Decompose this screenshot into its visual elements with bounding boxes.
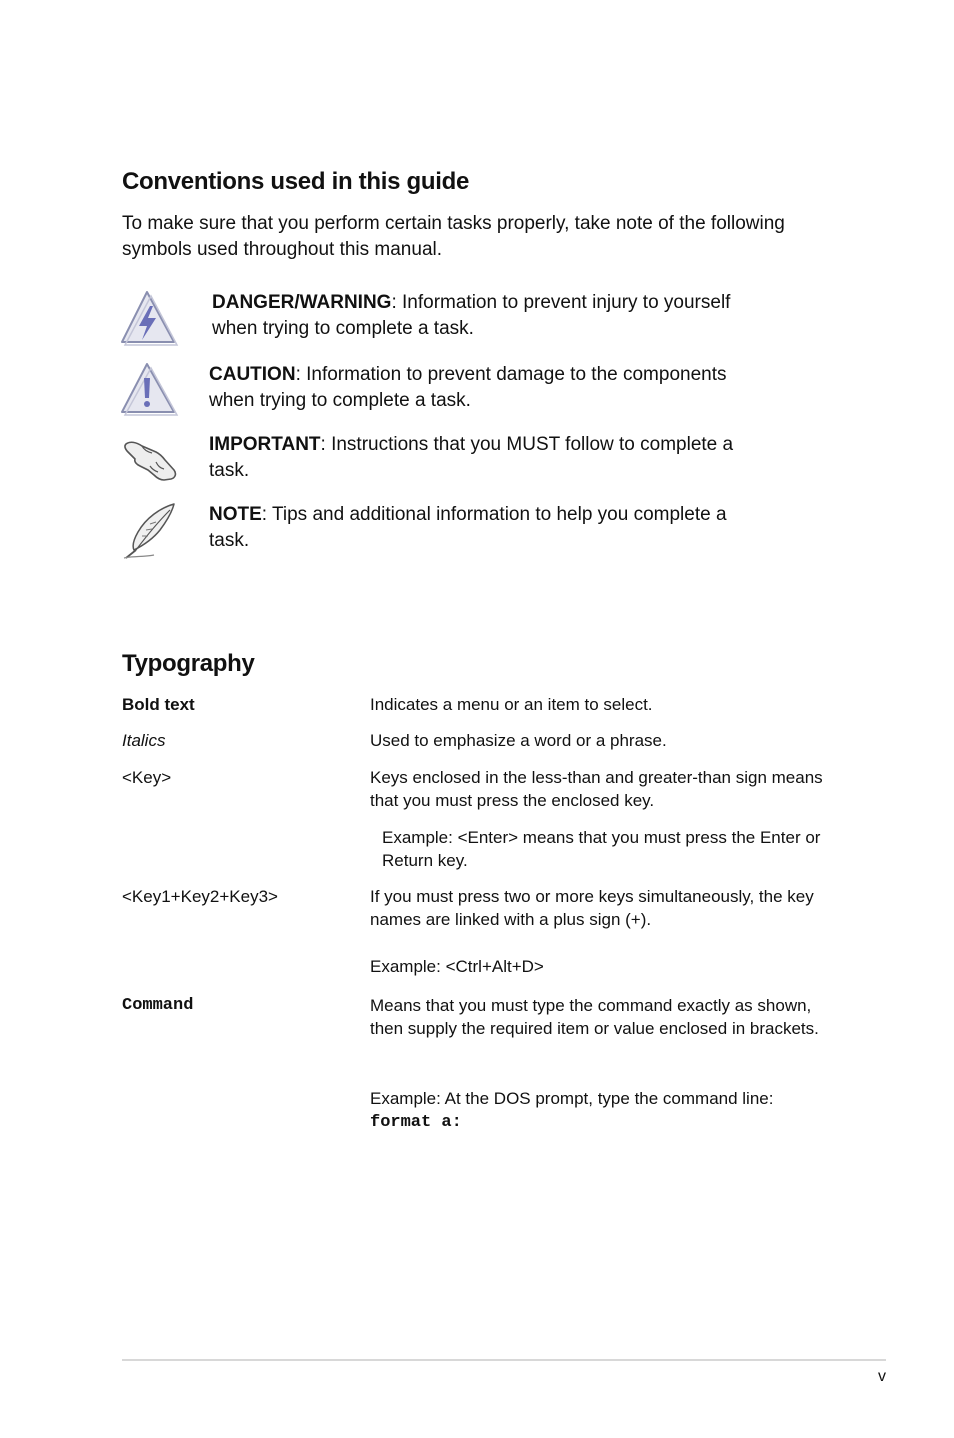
important-label: IMPORTANT [209, 434, 321, 455]
important-text [209, 432, 769, 484]
typography-term: Bold text [122, 695, 195, 714]
typography-desc: Means that you must type the command exactly as shown, then supply the required item or value enclosed in brackets. [370, 996, 819, 1038]
typography-term: <Key> [122, 768, 172, 787]
caution-label: CAUTION [209, 364, 296, 385]
typography-term: Command [122, 996, 194, 1015]
conventions-intro: To make sure that you perform certain tasks properly, take note of the following symbols used throughout this manual. [122, 213, 785, 260]
typography-code: format a: [370, 1113, 462, 1132]
conventions-heading: Conventions used in this guide [122, 168, 470, 195]
typography-example: Example: <Enter> means that you must press the Enter or Return key. [382, 828, 821, 870]
convention-caution [0, 362, 954, 422]
typography-desc: If you must press two or more keys simultaneously, the key names are linked with a plus sign (+). [370, 887, 814, 929]
typography-heading: Typography [122, 650, 255, 677]
danger-warning-desc: : Information to prevent injury to yourself when trying to complete a task. [212, 292, 731, 339]
important-hand-icon [120, 432, 180, 492]
typography-example: Example: At the DOS prompt, type the command line: [370, 1089, 774, 1108]
note-desc: : Tips and additional information to help you complete a task. [209, 504, 727, 551]
caution-text [209, 362, 769, 414]
important-desc: : Instructions that you MUST follow to complete a task. [209, 434, 734, 481]
typography-desc: Keys enclosed in the less-than and greater-than sign means that you must press the enclosed key. [370, 768, 823, 810]
typography-desc: Indicates a menu or an item to select. [370, 695, 653, 714]
note-text [209, 502, 769, 554]
page-number: v [878, 1368, 886, 1385]
note-quill-icon [120, 502, 180, 562]
typography-term: Italics [122, 731, 166, 750]
footer-rule [122, 1359, 886, 1361]
caution-icon [120, 362, 180, 422]
danger-warning-label: DANGER/WARNING [212, 292, 392, 313]
typography-desc: Used to emphasize a word or a phrase. [370, 731, 667, 750]
typography-example: Example: <Ctrl+Alt+D> [370, 957, 544, 976]
danger-warning-text [212, 290, 772, 342]
convention-important [0, 432, 954, 492]
caution-desc: : Information to prevent damage to the components when trying to complete a task. [209, 364, 727, 411]
typography-term: <Key1+Key2+Key3> [122, 887, 278, 906]
note-label: NOTE [209, 504, 262, 525]
convention-danger-warning [0, 290, 954, 350]
convention-note [0, 502, 954, 562]
danger-warning-icon [120, 290, 180, 350]
